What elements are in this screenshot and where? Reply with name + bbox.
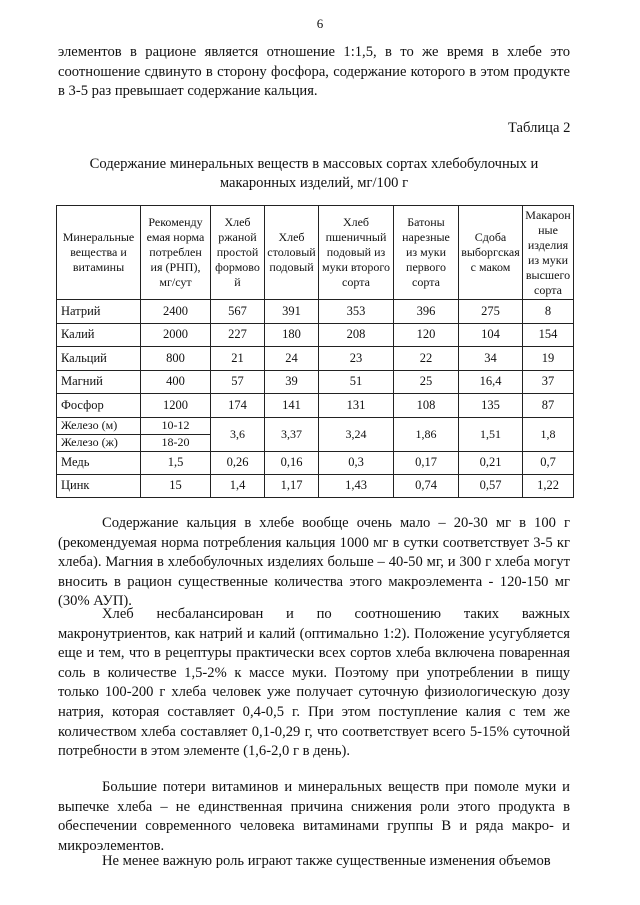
table-cell: 391 [265,300,319,324]
minerals-table [56,205,574,498]
table-cell: 16,4 [459,370,523,394]
table-cell: 18-20 [141,434,211,451]
paragraph-text: Большие потери витаминов и минеральных веществ при помоле муки и выпечке хлеба – не единственная причина снижения роли этого продукта в обеспечении современного человека витаминами группы В и ряда макро- и микроэлементов. [58,779,570,854]
table-cell: 180 [265,323,319,347]
table-cell: 34 [459,347,523,371]
table-label: Таблица 2 [508,120,571,136]
table-cell: 57 [211,370,265,394]
body-paragraph-1 [58,514,570,612]
header-cell: Батоны нарезные из муки первого сорта [394,206,459,300]
table-cell: 37 [523,370,574,394]
table-cell: 39 [265,370,319,394]
table-cell: 0,21 [459,451,523,474]
paragraph-text: Содержание кальция в хлебе вообще очень мало – 20-30 мг в 100 г (рекомендуемая норма потребления кальция 1000 мг в сутки соответствует 3-5 кг хлеба). Магния в хлебобулочных изделиях больше – 40-50 мг, и 300 г хлеба могут вносить в рацион существенные количества этого макроэлемента - 120-150 мг (30% АУП). [58,515,570,610]
table-cell: 131 [319,394,394,418]
table-header-row [57,206,574,300]
table-row [57,451,574,474]
table-cell: 0,17 [394,451,459,474]
table-cell: 2000 [141,323,211,347]
table-cell: 275 [459,300,523,324]
table-cell: 108 [394,394,459,418]
table-cell: 25 [394,370,459,394]
table-cell: 353 [319,300,394,324]
row-name-cell: Фосфор [57,394,141,418]
header-cell: Сдоба выборгская с маком [459,206,523,300]
table-caption-line-2: макаронных изделий, мг/100 г [219,175,409,191]
table-cell: 19 [523,347,574,371]
table-row-iron-m [57,417,574,434]
table-cell: 104 [459,323,523,347]
header-cell: Хлеб ржаной простой формово й [211,206,265,300]
table-cell: 15 [141,474,211,497]
page-number: 6 [316,16,324,31]
table-cell: 0,3 [319,451,394,474]
table-cell: 2400 [141,300,211,324]
row-name-cell: Цинк [57,474,141,497]
table-cell: 1,22 [523,474,574,497]
table-row [57,394,574,418]
header-cell: Макарон ные изделия из муки высшего сорта [523,206,574,300]
table-cell: 1,17 [265,474,319,497]
table-cell: 3,6 [211,417,265,451]
intro-text: элементов в рационе является отношение 1:1,5, в то же время в хлебе это соотношение сдвинуто в сторону фосфора, содержание которого в этом продукте в 3-5 раз превышает содержание кальция. [58,44,570,100]
table-cell: 227 [211,323,265,347]
header-cell: Рекоменду емая норма потреблен ия (РНП), мг/сут [141,206,211,300]
table-cell: 0,57 [459,474,523,497]
table-cell: 135 [459,394,523,418]
table-cell: 23 [319,347,394,371]
table-cell: 1,8 [523,417,574,451]
table-cell: 0,74 [394,474,459,497]
row-name-cell: Магний [57,370,141,394]
table-cell: 1,51 [459,417,523,451]
table-cell: 87 [523,394,574,418]
table-cell: 800 [141,347,211,371]
table-cell: 208 [319,323,394,347]
table-cell: 1,4 [211,474,265,497]
table-cell: 1200 [141,394,211,418]
table-cell: 141 [265,394,319,418]
table-cell: 21 [211,347,265,371]
row-name-cell: Железо (ж) [57,434,141,451]
table-cell: 0,16 [265,451,319,474]
header-cell: Хлеб столовый подовый [265,206,319,300]
row-name-cell: Калий [57,323,141,347]
table-row [57,323,574,347]
table-cell: 8 [523,300,574,324]
table-cell: 10-12 [141,417,211,434]
table-row [57,347,574,371]
table-row [57,300,574,324]
body-paragraph-4 [58,852,570,872]
row-name-cell: Медь [57,451,141,474]
table-cell: 0,7 [523,451,574,474]
paragraph-text: Не менее важную роль играют также существенные изменения объемов [102,853,551,869]
row-name-cell: Железо (м) [57,417,141,434]
paragraph-text: Хлеб несбалансирован и по соотношению таких важных макронутриентов, как натрий и калий (оптимально 1:2). Положение усугубляется еще и тем, что в рецептуры практически всех сортов хлеба включена поваренная соль в количестве 1,5-2% к массе муки. Поэтому при употреблении в пищу только 100-200 г хлеба человек уже получает суточную физиологическую дозу натрия, которая составляет 0,4-0,5 г. При этом поступление калия с тем же количеством хлеба составляет 0,1-0,29 г, что соответствует всего 5-15% суточной потребности в этом элементе (1,6-2,0 г в день). [58,606,570,760]
table-cell: 51 [319,370,394,394]
table-cell: 24 [265,347,319,371]
table-cell: 0,26 [211,451,265,474]
table-cell: 22 [394,347,459,371]
table-cell: 1,86 [394,417,459,451]
table-cell: 154 [523,323,574,347]
intro-paragraph [58,43,570,102]
table-cell: 3,24 [319,417,394,451]
header-cell: Минеральные вещества и витамины [57,206,141,300]
table-cell: 120 [394,323,459,347]
table-caption-line-1: Содержание минеральных веществ в массовых сортах хлебобулочных и [89,156,539,172]
table-cell: 174 [211,394,265,418]
header-cell: Хлеб пшеничный подовый из муки второго сорта [319,206,394,300]
row-name-cell: Натрий [57,300,141,324]
table-cell: 3,37 [265,417,319,451]
body-paragraph-3 [58,778,570,856]
table-row [57,474,574,497]
table-cell: 1,5 [141,451,211,474]
row-name-cell: Кальций [57,347,141,371]
table-caption [58,155,570,193]
table-cell: 396 [394,300,459,324]
table-cell: 400 [141,370,211,394]
table-cell: 1,43 [319,474,394,497]
table-cell: 567 [211,300,265,324]
body-paragraph-2 [58,605,570,762]
table-row [57,370,574,394]
